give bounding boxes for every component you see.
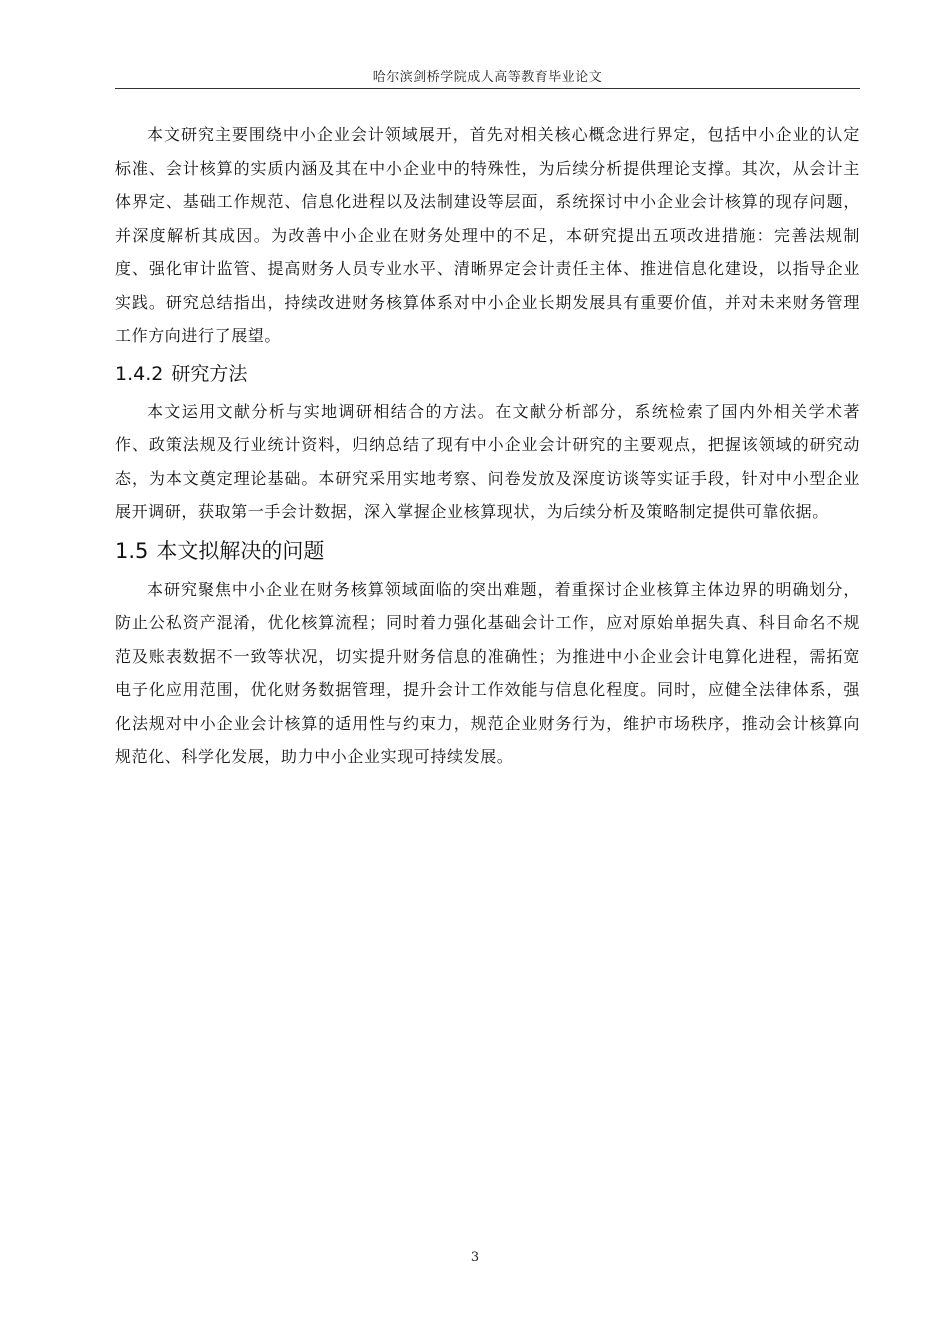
intro-paragraph: 本文研究主要围绕中小企业会计领域展开，首先对相关核心概念进行界定，包括中小企业的认定标准、会计核算的实质内涵及其在中小企业中的特殊性，为后续分析提供理论支撑。其次，从会计主体界定、基础工作规范、信息化进程以及法制建设等层面，系统探讨中小企业会计核算的现存问题，并深度解析其成因。为改善中小企业在财务处理中的不足，本研究提出五项改进措施：完善法规制度、强化审计监管、提高财务人员专业水平、清晰界定会计责任主体、推进信息化建设，以指导企业实践。研究总结指出，持续改进财务核算体系对中小企业长期发展具有重要价值，并对未来财务管理工作方向进行了展望。 xyxy=(115,125,860,345)
document-body xyxy=(115,118,860,774)
page-number: 3 xyxy=(470,1250,480,1265)
section-heading-research-methods xyxy=(115,357,860,391)
problems-paragraph: 本研究聚焦中小企业在财务核算领域面临的突出难题，着重探讨企业核算主体边界的明确划分，防止公私资产混淆，优化核算流程；同时着力强化基础会计工作，应对原始单据失真、科目命名不规范及账表数据不一致等状况，切实提升财务信息的准确性；为推进中小企业会计电算化进程，需拓宽电子化应用范围，优化财务数据管理，提升会计工作效能与信息化程度。同时，应健全法律体系，强化法规对中小企业会计核算的适用性与约束力，规范企业财务行为，维护市场秩序，推动会计核算向规范化、科学化发展，助力中小企业实现可持续发展。 xyxy=(115,579,860,766)
section-title: 研究方法 xyxy=(171,362,248,385)
page-header: 哈尔滨剑桥学院成人高等教育毕业论文 xyxy=(372,70,603,85)
methods-paragraph: 本文运用文献分析与实地调研相结合的方法。在文献分析部分，系统检索了国内外相关学术著作、政策法规及行业统计资料，归纳总结了现有中小企业会计研究的主要观点，把握该领域的研究动态，为本文奠定理论基础。本研究采用实地考察、问卷发放及深度访谈等实证手段，针对中小型企业展开调研，获取第一手会计数据，深入掌握企业核算现状，为后续分析及策略制定提供可靠依据。 xyxy=(115,401,860,521)
section-number: 1.4.2 xyxy=(115,362,164,385)
section-heading-problems xyxy=(115,533,860,569)
section-number: 1.5 xyxy=(115,538,149,563)
header-divider xyxy=(115,88,860,89)
section-title: 本文拟解决的问题 xyxy=(156,538,325,563)
